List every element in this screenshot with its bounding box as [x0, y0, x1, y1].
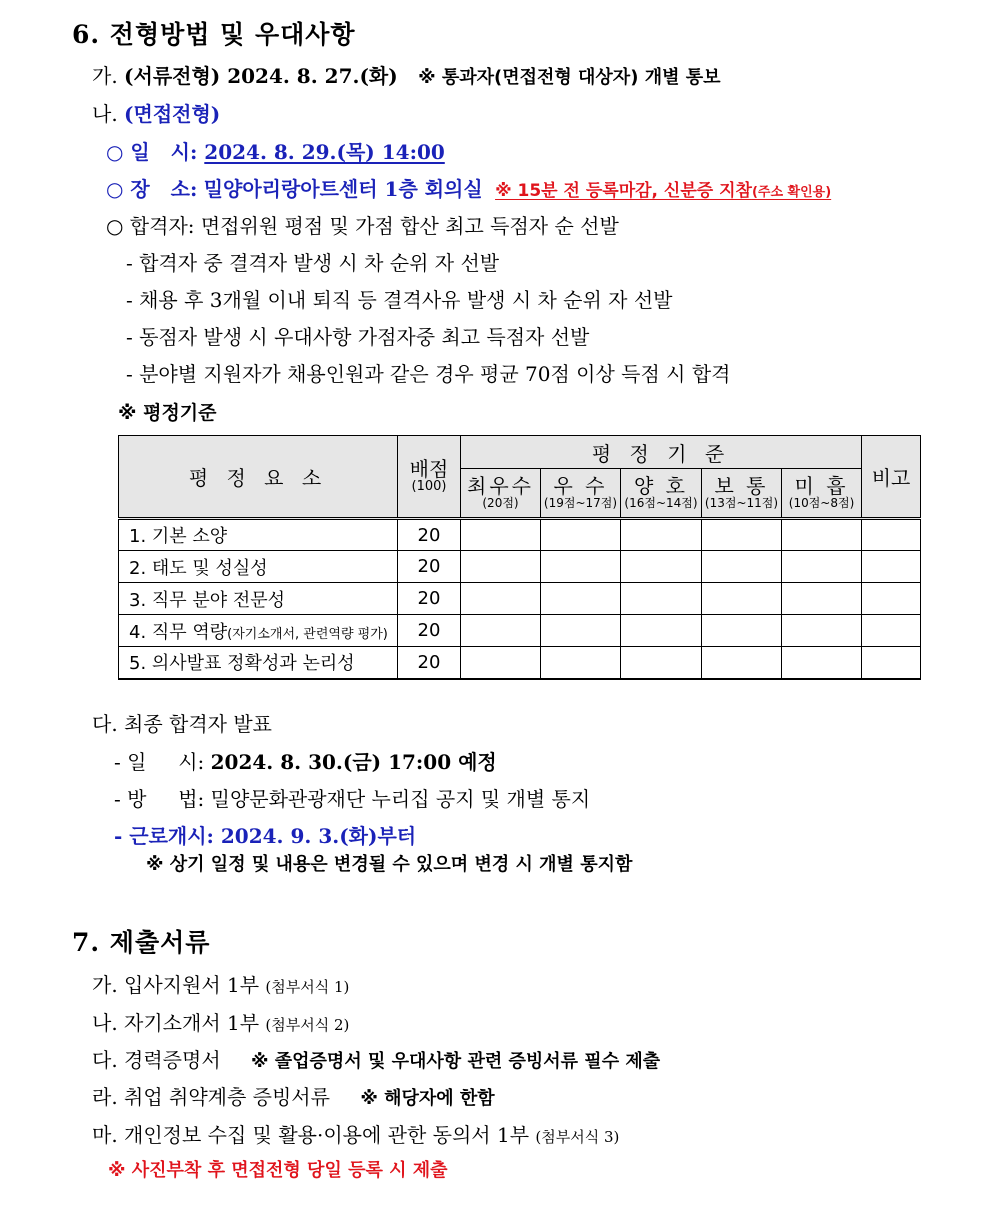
final-announcement-date-line [114, 750, 497, 774]
header-criteria: 평 정 기 준 [461, 436, 862, 469]
grade-fair: 양 호 (16점~14점) [621, 469, 702, 519]
table-row [119, 551, 921, 583]
document-application-form: 가. 입사지원서 1부 (첨부서식 1) [92, 973, 350, 997]
header-note: 비고 [862, 436, 921, 519]
item-prefix: 나. [92, 102, 118, 126]
passer-rule-4: - 분야별 지원자가 채용인원과 같은 경우 평균 70점 이상 득점 시 합격 [126, 362, 731, 386]
row-item-detail: (자기소개서, 관련역량 평가) [227, 626, 388, 642]
item-prefix: 가. [92, 64, 118, 88]
passer-rule-3: - 동점자 발생 시 우대사항 가점자중 최고 득점자 선발 [126, 325, 590, 349]
final-method-value: 밀양문화관광재단 누리집 공지 및 개별 통지 [210, 787, 591, 811]
attachment-ref: (첨부서식 1) [265, 978, 350, 996]
interview-datetime-label: ○ 일 시: [106, 140, 198, 164]
interview-datetime-value: 2024. 8. 29.(목) 14:00 [204, 140, 445, 164]
criteria-heading: ※ 평정기준 [118, 402, 217, 424]
document-self-introduction: 나. 자기소개서 1부 (첨부서식 2) [92, 1011, 350, 1035]
photo-attachment-note: ※ 사진부착 후 면접전형 당일 등록 시 제출 [108, 1160, 448, 1181]
document-privacy-consent: 마. 개인정보 수집 및 활용·이용에 관한 동의서 1부 (첨부서식 3) [92, 1123, 620, 1147]
final-announcement-heading: 다. 최종 합격자 발표 [92, 712, 272, 736]
final-announcement-method-line [114, 787, 590, 811]
work-start-line: - 근로개시: 2024. 9. 3.(화)부터 [114, 824, 417, 848]
attachment-ref: (첨부서식 3) [535, 1128, 620, 1146]
schedule-change-note: ※ 상기 일정 및 내용은 변경될 수 있으며 변경 시 개별 통지함 [146, 854, 633, 875]
table-row [119, 519, 921, 551]
grade-excellent: 최우수 (20점) [461, 469, 541, 519]
interview-place-note: ※ 15분 전 등록마감, 신분증 지참 [495, 181, 752, 201]
document-screening-date: (서류전형) 2024. 8. 27.(화) [124, 64, 398, 88]
row-score: 20 [398, 615, 461, 647]
row-score: 20 [398, 583, 461, 615]
vulnerable-group-note: ※ 해당자에 한함 [360, 1088, 495, 1109]
interview-place-value: 밀양아리랑아트센터 1층 회의실 [203, 177, 483, 201]
evaluation-table [118, 435, 921, 680]
table-row [119, 615, 921, 647]
final-date-label: - 일 시: [114, 750, 205, 774]
document-screening-line [92, 64, 721, 89]
grade-good: 우 수 (19점~17점) [541, 469, 621, 519]
grade-poor: 미 흡 (10점~8점) [782, 469, 862, 519]
interview-place-label: ○ 장 소: [106, 177, 198, 201]
final-date-value: 2024. 8. 30.(금) 17:00 예정 [210, 750, 497, 774]
row-item: 5. 의사발표 정확성과 논리성 [119, 647, 398, 679]
passer-rule-2: - 채용 후 3개월 이내 퇴직 등 결격사유 발생 시 차 순위 자 선발 [126, 288, 673, 312]
final-method-label: - 방 법: [114, 787, 205, 811]
row-item: 4. 직무 역량(자기소개서, 관련역량 평가) [119, 615, 398, 647]
document-screening-note: ※ 통과자(면접전형 대상자) 개별 통보 [418, 67, 721, 88]
row-item: 2. 태도 및 성실성 [119, 551, 398, 583]
section-6-heading: 6. 전형방법 및 우대사항 [72, 20, 356, 49]
table-row [119, 647, 921, 679]
row-score: 20 [398, 519, 461, 551]
career-certificate-note: ※ 졸업증명서 및 우대사항 관련 증빙서류 필수 제출 [251, 1051, 661, 1072]
document-vulnerable-group: 라. 취업 취약계층 증빙서류 ※ 해당자에 한함 [92, 1085, 495, 1109]
interview-heading: (면접전형) [124, 102, 221, 126]
grade-average: 보 통 (13점~11점) [702, 469, 782, 519]
row-score: 20 [398, 647, 461, 679]
document-career-certificate: 다. 경력증명서 ※ 졸업증명서 및 우대사항 관련 증빙서류 필수 제출 [92, 1048, 661, 1072]
attachment-ref: (첨부서식 2) [265, 1016, 350, 1034]
header-score: 배점 (100) [398, 436, 461, 519]
table-row [119, 583, 921, 615]
section-7-heading: 7. 제출서류 [72, 928, 211, 957]
interview-place-line [106, 177, 831, 201]
passer-line: ○ 합격자: 면접위원 평점 및 가점 합산 최고 득점자 순 선발 [106, 214, 619, 238]
row-item: 3. 직무 분야 전문성 [119, 583, 398, 615]
interview-heading-line [92, 102, 220, 126]
interview-datetime-line [106, 140, 445, 164]
header-element: 평 정 요 소 [119, 436, 398, 519]
passer-rule-1: - 합격자 중 결격자 발생 시 차 순위 자 선발 [126, 251, 500, 275]
interview-place-note-small: (주소 확인용) [751, 185, 832, 200]
row-score: 20 [398, 551, 461, 583]
row-item: 1. 기본 소양 [119, 519, 398, 551]
